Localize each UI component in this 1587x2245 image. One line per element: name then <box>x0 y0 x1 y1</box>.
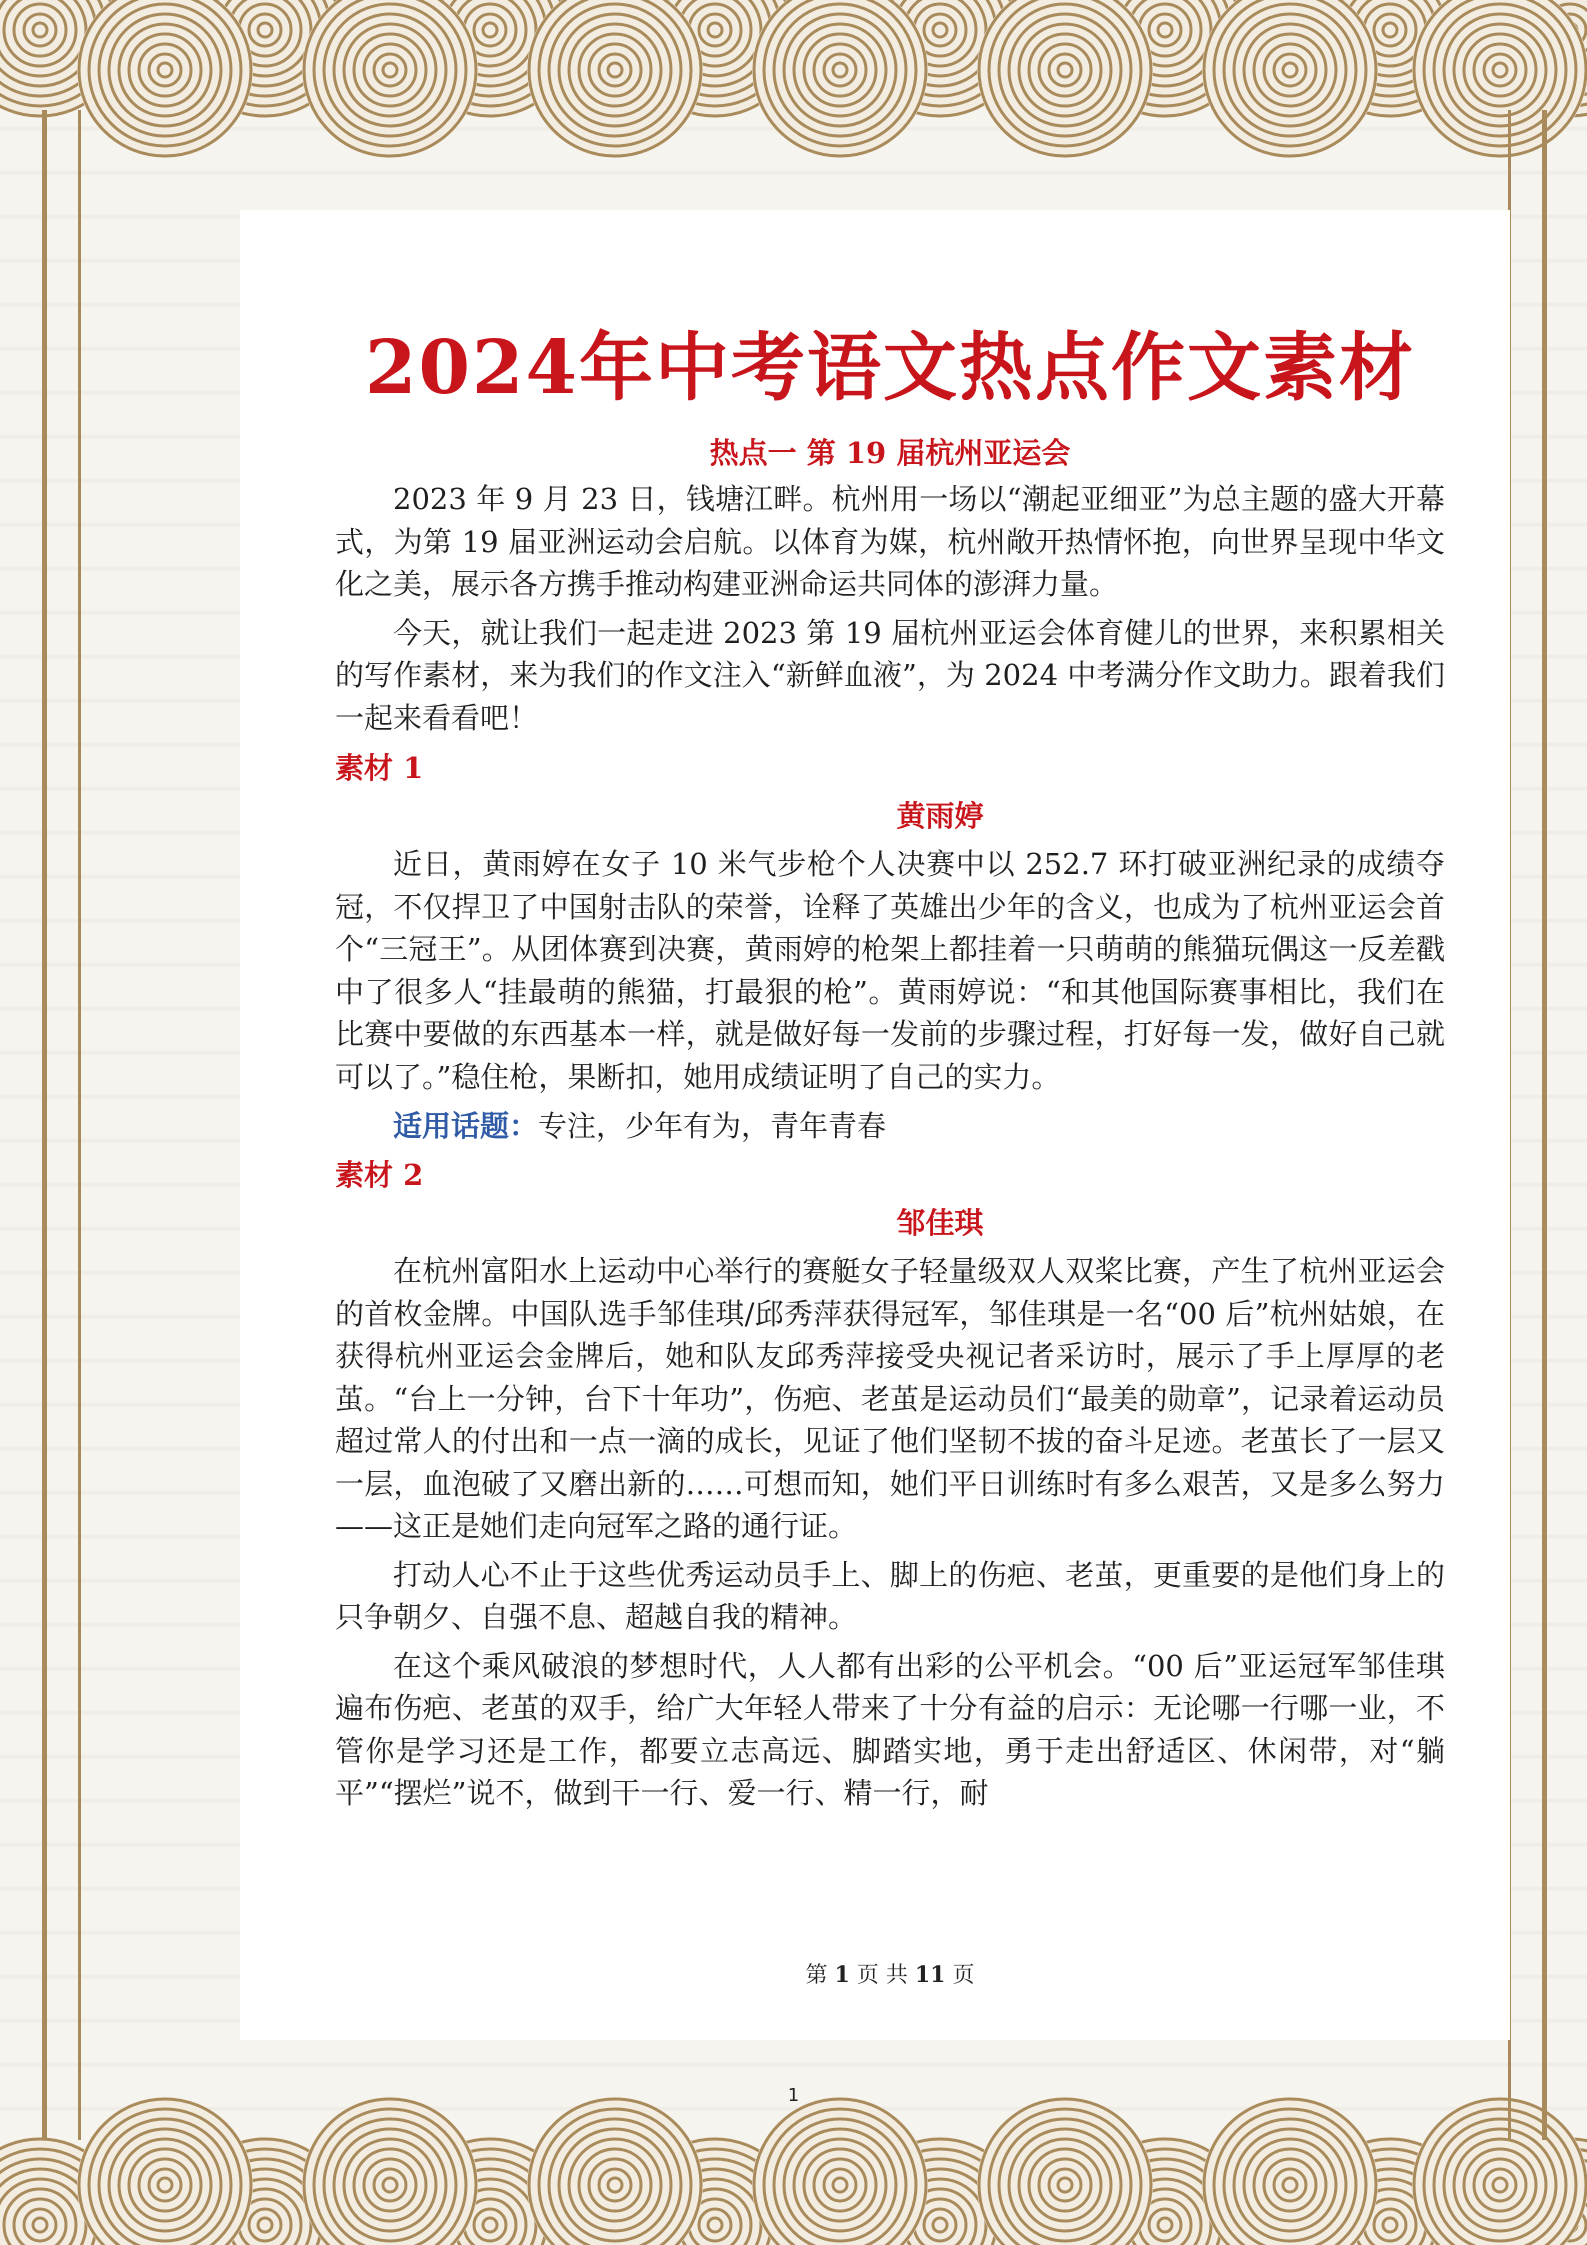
material-1-person: 黄雨婷 <box>896 799 984 833</box>
topic-key: 适用话题： <box>393 1109 539 1143</box>
hotspot-heading: 热点一 第 19 届杭州亚运会 <box>709 436 1071 470</box>
bottom-circle-ornament <box>0 2085 1587 2245</box>
material-2-person: 邹佳琪 <box>896 1206 984 1240</box>
material-1-paragraph: 近日，黄雨婷在女子 10 米气步枪个人决赛中以 252.7 环打破亚洲纪录的成绩夺冠，不仅捍卫了中国射击队的荣誉，诠释了英雄出少年的含义，也成为了杭州亚运会首个“三冠王”。从团体赛到决赛，黄雨婷的枪架上都挂着一只萌萌的熊猫玩偶这一反差戳中了很多人“挂最萌的熊猫，打最狠的枪”。黄雨婷说：“和其他国际赛事相比，我们在比赛中要做的东西基本一样，就是做好每一发前的步骤过程，打好每一发，做好自己就可以了。”稳住枪，果断扣，她用成绩证明了自己的实力。 <box>335 847 1445 1094</box>
page-suffix: 页 <box>952 1963 975 1988</box>
page-indicator <box>335 1958 1445 1989</box>
material-2-label: 素材 2 <box>335 1158 424 1192</box>
material-2-paragraph: 在这个乘风破浪的梦想时代，人人都有出彩的公平机会。“00 后”亚运冠军邹佳琪遍布伤疤、老茧的双手，给广大年轻人带来了十分有益的启示：无论哪一行哪一业，不管你是学习还是工作，都要立志高远、脚踏实地，勇于走出舒适区、休闲带，对“躺平”“摆烂”说不，做到干一行、爱一行、精一行，耐 <box>335 1648 1445 1810</box>
material-1-label: 素材 1 <box>335 751 424 785</box>
document-content <box>335 320 1445 1815</box>
intro-paragraph: 今天，就让我们一起走进 2023 第 19 届杭州亚运会体育健儿的世界，来积累相关的写作素材，来为我们的作文注入“新鲜血液”，为 2024 中考满分作文助力。跟着我们一起来看看吧！ <box>335 615 1445 735</box>
right-border-outer <box>1542 110 1547 2140</box>
page-prefix: 第 <box>805 1963 828 1988</box>
left-border-inner <box>78 110 81 2140</box>
document-title: 2024年中考语文热点作文素材 <box>365 325 1415 411</box>
material-2-paragraph: 在杭州富阳水上运动中心举行的赛艇女子轻量级双人双桨比赛，产生了杭州亚运会的首枚金牌。中国队选手邹佳琪/邱秀萍获得冠军，邹佳琪是一名“00 后”杭州姑娘，在获得杭州亚运会金牌后，她和队友邱秀萍接受央视记者采访时，展示了手上厚厚的老茧。“台上一分钟，台下十年功”，伤疤、老茧是运动员们“最美的勋章”，记录着运动员超过常人的付出和一点一滴的成长，见证了他们坚韧不拔的奋斗足迹。老茧长了一层又一层，血泡破了又磨出新的……可想而知，她们平日训练时有多么艰苦，又是多么努力——这正是她们走向冠军之路的通行证。 <box>335 1254 1445 1543</box>
left-border-outer <box>42 110 47 2140</box>
material-2-paragraph: 打动人心不止于这些优秀运动员手上、脚上的伤疤、老茧，更重要的是他们身上的只争朝夕、自强不息、超越自我的精神。 <box>335 1557 1445 1634</box>
topic-text: 专注，少年有为，青年青春 <box>538 1109 887 1143</box>
page-middle: 页 共 <box>856 1963 908 1988</box>
current-page: 1 <box>834 1962 850 1988</box>
material-1-topic <box>335 1104 1445 1148</box>
intro-paragraph: 2023 年 9 月 23 日，钱塘江畔。杭州用一场以“潮起亚细亚”为总主题的盛大开幕式，为第 19 届亚洲运动会启航。以体育为媒，杭州敞开热情怀抱，向世界呈现中华文化之美，展示各方携手推动构建亚洲命运共同体的澎湃力量。 <box>335 482 1445 601</box>
total-pages: 11 <box>914 1962 946 1988</box>
top-circle-ornament <box>0 0 1587 160</box>
page-number: 1 <box>787 2085 800 2106</box>
